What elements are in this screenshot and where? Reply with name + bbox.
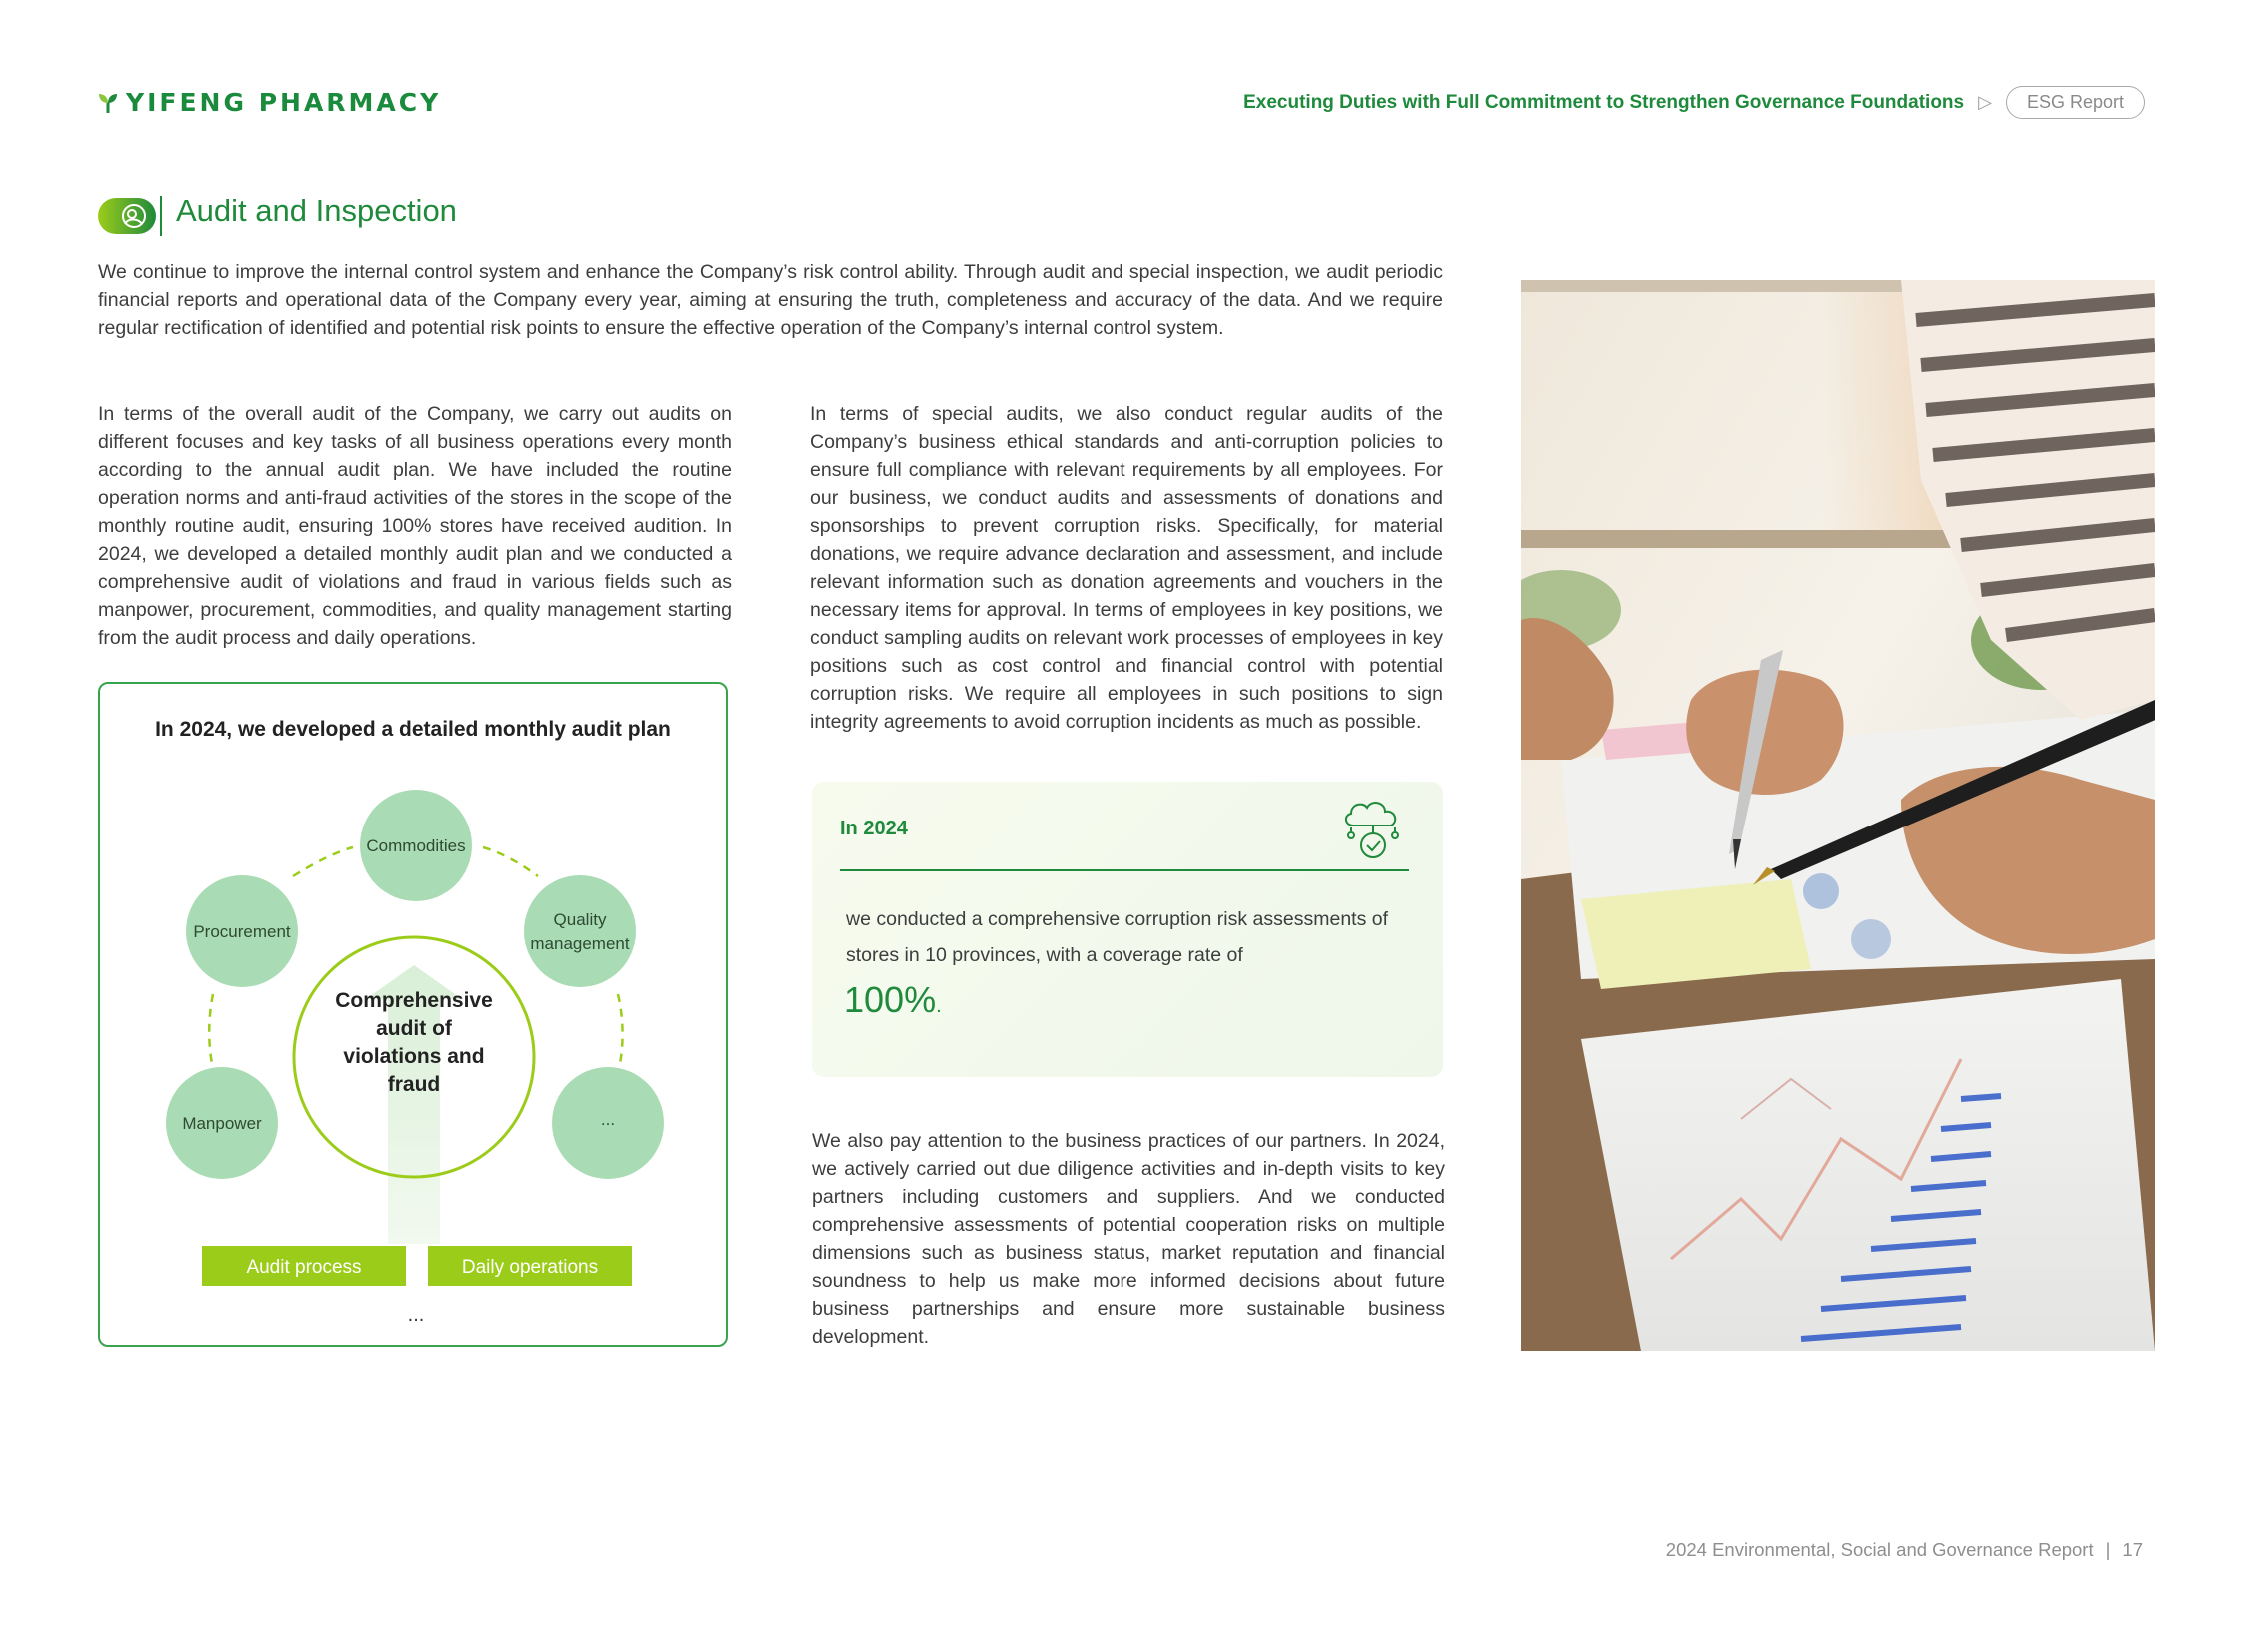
stat-value-suffix: . [936, 995, 942, 1017]
intro-paragraph: We continue to improve the internal control system and enhance the Company’s risk control ability. Through audit and special inspection, we audit periodic financial reports and operational data of the Company every year, aiming at ensuring the truth, completeness and accuracy of the data. And we require regular rectification of identified and potential risk points to ensure the effective operation of the Company’s internal control system. [98, 261, 1443, 339]
section-divider [160, 196, 162, 236]
stat-value-number: 100% [844, 979, 937, 1020]
stat-description: we conducted a comprehensive corruption risk assessments of stores in 10 provinces, with a coverage rate of [846, 908, 1389, 966]
center-line-3: violations and [343, 1045, 485, 1068]
node-more-label: ... [600, 1110, 616, 1129]
page-footer [1666, 1539, 2143, 1561]
stat-value [844, 979, 942, 1021]
stat-divider [840, 869, 1409, 871]
esg-report-pill[interactable]: ESG Report [2006, 86, 2145, 119]
node-manpower-label: Manpower [182, 1114, 262, 1133]
audit-section-icon [98, 196, 158, 236]
daily-operations-label: Daily operations [461, 1257, 599, 1278]
node-commodities-label: Commodities [366, 836, 466, 855]
brand-logo [98, 88, 441, 117]
stat-year-label: In 2024 [840, 818, 908, 839]
node-procurement-label: Procurement [193, 922, 291, 941]
base-more-label: ... [407, 1304, 425, 1326]
section-title: Audit and Inspection [176, 193, 457, 228]
audit-plan-diagram [98, 760, 728, 1349]
special-audit-paragraph: In terms of special audits, we also conduct regular audits of the Company’s business ethical standards and anti-corruption policies to ensure full compliance with relevant requirements by all employees. For our business, we conduct audits and assessments of donations and sponsorships to prevent corruption risks. Specifically, for material donations, we require advance declaration and assessment, and include relevant information such as donation agreements and vouchers in the necessary items for approval. In terms of employees in key positions, we conduct sampling audits on relevant work processes of employees in key positions such as cost control and financial control with potential corruption risks. We require all employees in such positions to sign integrity agreements to avoid corruption incidents as much as possible. [810, 403, 1443, 733]
footer-report-title: 2024 Environmental, Social and Governance Report [1665, 1539, 2094, 1560]
node-quality-management [524, 875, 636, 987]
center-line-2: audit of [376, 1017, 452, 1040]
center-line-1: Comprehensive [335, 989, 493, 1012]
brand-name: YIFENG PHARMACY [126, 88, 442, 117]
node-quality-label-2: management [530, 934, 630, 953]
breadcrumb-section[interactable]: Executing Duties with Full Commitment to Strengthen Governance Foundations [1243, 91, 1965, 113]
cloud-check-icon [1339, 796, 1409, 861]
audit-plan-title: In 2024, we developed a detailed monthly audit plan [155, 718, 671, 741]
business-analysis-photo [1521, 280, 2155, 1351]
footer-separator: | [2105, 1539, 2111, 1560]
node-quality-label-1: Quality [553, 910, 607, 929]
breadcrumb [1243, 86, 2145, 119]
overall-audit-paragraph: In terms of the overall audit of the Company, we carry out audits on different focuses and key tasks of all business operations every month according to the annual audit plan. We have included the routine operation norms and anti-fraud activities of the stores in the scope of the monthly routine audit, ensuring 100% stores have received audition. In 2024, we developed a detailed monthly audit plan and we conducted a comprehensive audit of violations and fraud in various fields such as manpower, procurement, commodities, and quality management starting from the audit process and daily operations. [98, 403, 732, 649]
center-line-4: fraud [387, 1073, 441, 1096]
play-arrow-icon: ▷ [1978, 92, 1992, 112]
audit-process-label: Audit process [246, 1257, 362, 1278]
partners-paragraph: We also pay attention to the business practices of our partners. In 2024, we actively carried out due diligence activities and in-depth visits to key partners including customers and suppliers. And we conducted comprehensive assessments of potential cooperation risks on multiple dimensions such as business status, market reputation and financial soundness to help us make more informed decisions about future business partnerships and ensure more sustainable business development. [812, 1130, 1445, 1348]
page-number: 17 [2122, 1539, 2143, 1560]
leaf-icon [98, 92, 118, 114]
